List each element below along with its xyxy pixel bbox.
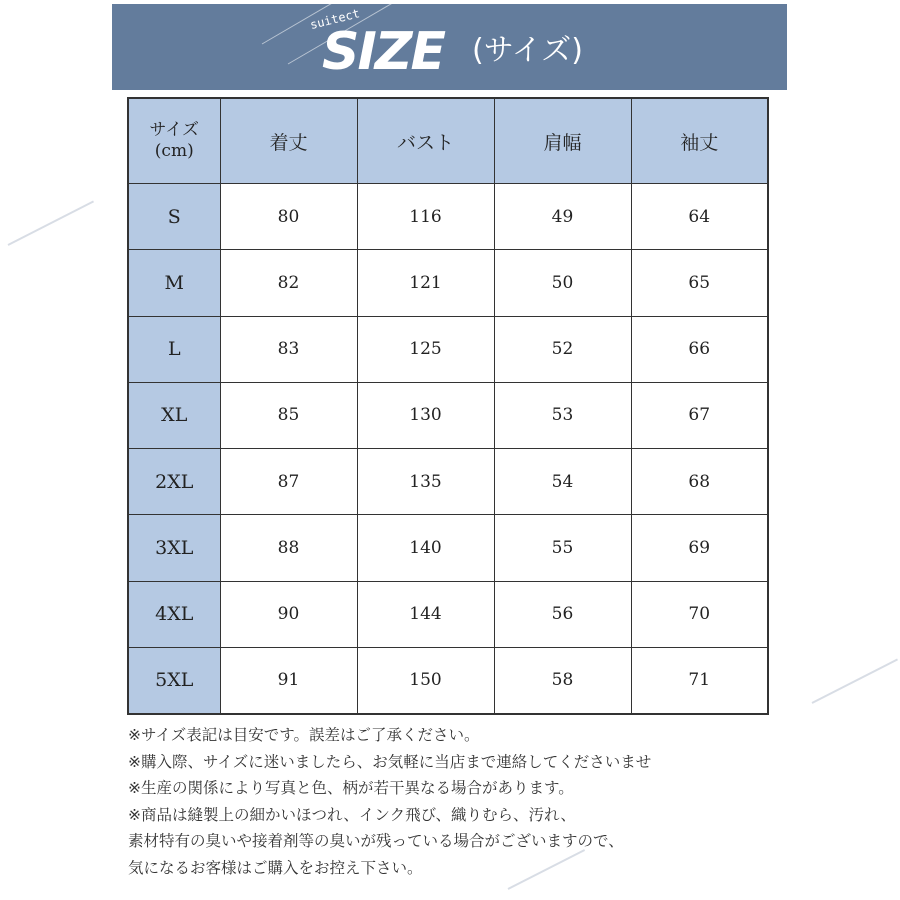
measurement-cell: 88 [220,515,357,581]
note-line: ※サイズ表記は目安です。誤差はご了承ください。 [128,726,480,744]
measurement-cell: 71 [631,647,768,713]
corner-label-unit: (cm) [154,141,194,161]
measurement-cell: 64 [631,184,768,250]
table-row [128,382,768,448]
table-header-row [128,98,768,184]
measurement-cell: 144 [357,581,494,647]
measurement-cell: 66 [631,316,768,382]
size-table [127,97,769,715]
decorative-line [812,659,898,704]
corner-cell [128,98,220,184]
measurement-cell: 140 [357,515,494,581]
table-row [128,515,768,581]
measurement-cell: 56 [494,581,631,647]
note-line: ※購入際、サイズに迷いましたら、お気軽に当店まで連絡してくださいませ [128,752,652,771]
measurement-cell: 121 [357,250,494,316]
measurement-cell: 116 [357,184,494,250]
measurement-cell: 80 [220,184,357,250]
column-header-bust: バスト [357,98,494,184]
size-label-cell: XL [128,382,220,448]
corner-label-size: サイズ [149,119,200,140]
measurement-cell: 49 [494,184,631,250]
note-line: ※生産の関係により写真と色、柄が若干異なる場合があります。 [128,779,574,797]
measurement-cell: 68 [631,449,768,515]
size-label-cell: 2XL [128,449,220,515]
column-header-sleeve: 袖丈 [631,98,768,184]
table-row [128,184,768,250]
decorative-line [8,201,94,246]
measurement-cell: 54 [494,449,631,515]
table-row [128,316,768,382]
measurement-cell: 65 [631,250,768,316]
column-header-length: 着丈 [220,98,357,184]
size-label-cell: S [128,184,220,250]
measurement-cell: 58 [494,647,631,713]
size-title: SIZE [322,22,445,82]
measurement-cell: 91 [220,647,357,713]
measurement-cell: 125 [357,316,494,382]
note-line: 気になるお客様はご購入をお控え下さい。 [128,858,423,877]
note-line: 素材特有の臭いや接着剤等の臭いが残っている場合がございますので、 [128,832,624,850]
measurement-cell: 52 [494,316,631,382]
measurement-cell: 87 [220,449,357,515]
measurement-cell: 82 [220,250,357,316]
measurement-cell: 130 [357,382,494,448]
table-row [128,581,768,647]
size-label-cell: 5XL [128,647,220,713]
measurement-cell: 83 [220,316,357,382]
measurement-cell: 150 [357,647,494,713]
measurement-cell: 70 [631,581,768,647]
table-row [128,250,768,316]
measurement-cell: 53 [494,382,631,448]
size-label-cell: 4XL [128,581,220,647]
size-label-cell: M [128,250,220,316]
measurement-cell: 67 [631,382,768,448]
measurement-cell: 85 [220,382,357,448]
measurement-cell: 50 [494,250,631,316]
title-banner [112,4,787,90]
measurement-cell: 135 [357,449,494,515]
column-header-shoulder: 肩幅 [494,98,631,184]
measurement-cell: 69 [631,515,768,581]
note-line: ※商品は縫製上の細かいほつれ、インク飛び、織りむら、汚れ、 [128,805,576,824]
size-label-cell: 3XL [128,515,220,581]
banner-decoration [112,4,787,90]
size-title-japanese: (サイズ) [472,33,584,68]
brand-subtitle: suitect [308,6,362,32]
measurement-cell: 90 [220,581,357,647]
measurement-cell: 55 [494,515,631,581]
notes-section [128,722,848,881]
size-label-cell: L [128,316,220,382]
table-row [128,449,768,515]
table-row [128,647,768,713]
